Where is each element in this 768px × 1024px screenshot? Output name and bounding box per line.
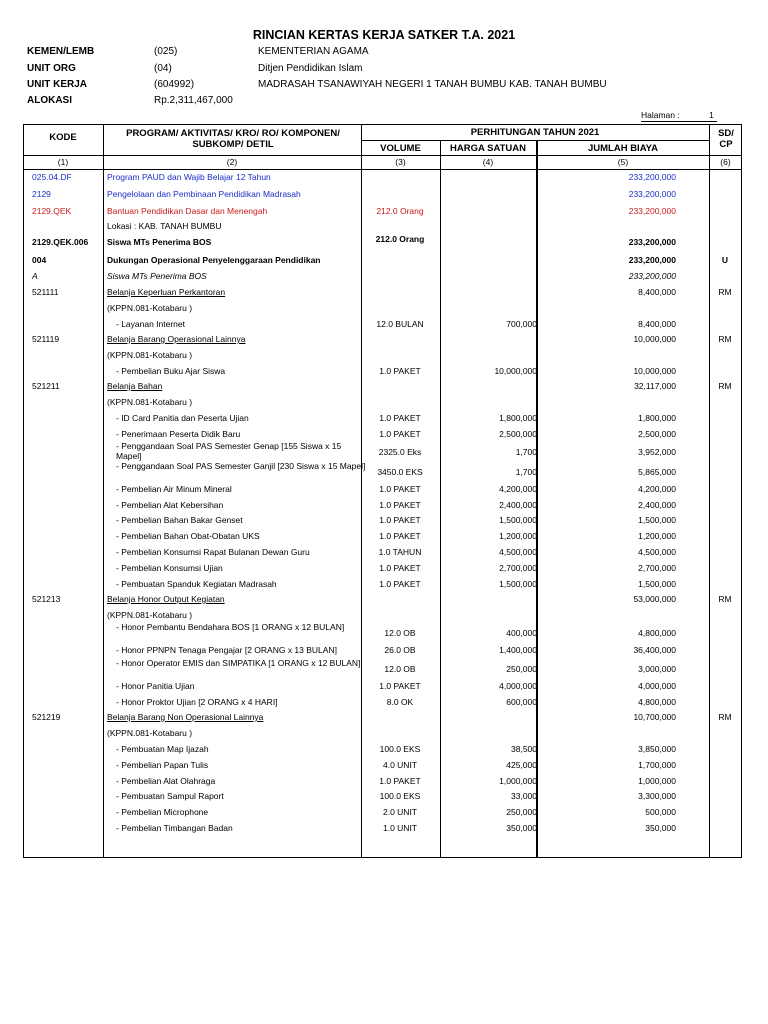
cell-kode: 025.04.DF xyxy=(32,172,72,182)
page-number: 1 xyxy=(709,110,714,120)
cell-kode: 2129 xyxy=(32,189,51,199)
cell-vol: 100.0 EKS xyxy=(379,744,421,754)
header-jumlah: JUMLAH BIAYA xyxy=(587,143,659,154)
cell-jb: 233,200,000 xyxy=(628,206,676,216)
cell-jb: 233,200,000 xyxy=(628,189,676,199)
cell-jb: 1,700,000 xyxy=(638,760,676,770)
cell-prog: Belanja Barang Non Operasional Lainnya xyxy=(107,712,264,722)
cell-kode: 2129.QEK xyxy=(32,206,72,216)
cell-prog: Program PAUD dan Wajib Belajar 12 Tahun xyxy=(107,172,271,182)
cell-vol: 1.0 PAKET xyxy=(379,579,421,589)
cell-prog: - Honor Proktor Ujian [2 ORANG x 4 HARI] xyxy=(116,697,278,707)
cell-prog: Bantuan Pendidikan Dasar dan Menengah xyxy=(107,206,268,216)
cell-jb: 4,200,000 xyxy=(638,484,676,494)
header-harga: HARGA SATUAN xyxy=(450,143,526,154)
meta-label: UNIT KERJA xyxy=(27,79,88,90)
cell-prog: - Pembelian Alat Kebersihan xyxy=(116,500,224,510)
header-divider xyxy=(23,169,742,170)
cell-hs: 38,500 xyxy=(511,744,537,754)
cell-prog: - Honor Panitia Ujian xyxy=(116,681,195,691)
cell-jb: 2,400,000 xyxy=(638,500,676,510)
cell-kode: A xyxy=(32,271,38,281)
cell-vol: 12.0 BULAN xyxy=(376,319,424,329)
cell-vol: 1.0 PAKET xyxy=(379,531,421,541)
cell-jb: 3,952,000 xyxy=(638,447,676,457)
meta-label: KEMEN/LEMB xyxy=(27,46,95,57)
cell-vol: 1.0 PAKET xyxy=(379,366,421,376)
cell-hs: 250,000 xyxy=(506,807,537,817)
cell-hs: 4,500,000 xyxy=(499,547,537,557)
cell-vol: 1.0 PAKET xyxy=(379,429,421,439)
cell-vol: 4.0 UNIT xyxy=(382,760,417,770)
cell-jb: 233,200,000 xyxy=(628,271,676,281)
column-index: (6) xyxy=(720,157,731,167)
meta-code: Rp.2,311,467,000 xyxy=(154,95,233,106)
header-program: PROGRAM/ AKTIVITAS/ KRO/ RO/ KOMPONEN/ SUBKOMP/ DETIL xyxy=(126,128,340,150)
cell-prog: - Pembelian Konsumsi Ujian xyxy=(116,563,223,573)
meta-code: (604992) xyxy=(154,79,195,90)
cell-jb: 1,500,000 xyxy=(638,579,676,589)
cell-jb: 233,200,000 xyxy=(628,172,676,182)
cell-prog: - Pembelian Konsumsi Rapat Bulanan Dewan Guru xyxy=(116,547,310,557)
cell-kode: 521219 xyxy=(32,712,61,722)
meta-desc: MADRASAH TSANAWIYAH NEGERI 1 TANAH BUMBU KAB. TANAH BUMBU xyxy=(258,79,607,90)
cell-kode: 521119 xyxy=(32,334,60,344)
cell-jb: 36,400,000 xyxy=(633,645,676,655)
cell-sd: RM xyxy=(718,334,732,344)
cell-prog: - Honor Pembantu Bendahara BOS [1 ORANG x 12 BULAN] xyxy=(116,622,345,632)
cell-hs: 4,000,000 xyxy=(499,681,537,691)
cell-vol: 1.0 PAKET xyxy=(379,681,421,691)
meta-label: ALOKASI xyxy=(27,95,72,106)
meta-code: (04) xyxy=(154,63,172,74)
cell-vol: 12.0 OB xyxy=(384,628,416,638)
cell-vol: 2325.0 Eks xyxy=(378,447,422,457)
cell-vol: 8.0 OK xyxy=(386,697,414,707)
page-label: Halaman : xyxy=(641,110,680,120)
cell-hs: 2,500,000 xyxy=(499,429,537,439)
cell-prog: - Pembuatan Map Ijazah xyxy=(116,744,209,754)
column-index: (2) xyxy=(226,157,238,167)
cell-sd: RM xyxy=(718,712,732,722)
cell-vol: 2.0 UNIT xyxy=(382,807,417,817)
cell-sd: RM xyxy=(718,594,732,604)
cell-hs: 1,400,000 xyxy=(499,645,537,655)
column-index: (1) xyxy=(57,157,69,167)
cell-vol: 1.0 UNIT xyxy=(382,823,417,833)
cell-jb: 5,865,000 xyxy=(638,467,676,477)
cell-prog: - Layanan Internet xyxy=(116,319,185,329)
cell-kode: 004 xyxy=(32,255,47,265)
cell-jb: 53,000,000 xyxy=(633,594,676,604)
cell-jb: 4,500,000 xyxy=(638,547,676,557)
cell-vol: 1.0 PAKET xyxy=(379,484,421,494)
cell-prog: - Pembelian Bahan Obat-Obatan UKS xyxy=(116,531,260,541)
header-volume: VOLUME xyxy=(380,143,421,154)
cell-sd: RM xyxy=(718,287,732,297)
cell-vol: 212.0 Orang xyxy=(376,206,424,216)
cell-hs: 2,700,000 xyxy=(499,563,537,573)
cell-prog: - Pembelian Buku Ajar Siswa xyxy=(116,366,226,376)
cell-hs: 33,000 xyxy=(511,791,537,801)
header-sdcp: SD/ CP xyxy=(718,128,734,150)
cell-hs: 1,200,000 xyxy=(499,531,537,541)
cell-prog: - Penerimaan Peserta Didik Baru xyxy=(116,429,241,439)
cell-prog: Lokasi : KAB. TANAH BUMBU xyxy=(107,221,222,231)
cell-jb: 10,000,000 xyxy=(633,366,676,376)
cell-vol: 1.0 PAKET xyxy=(379,500,421,510)
col-divider xyxy=(103,124,104,858)
cell-hs: 1,700 xyxy=(515,467,537,477)
cell-jb: 8,400,000 xyxy=(638,287,676,297)
header-kode: KODE xyxy=(49,132,77,143)
column-index: (5) xyxy=(617,157,629,167)
cell-hs: 350,000 xyxy=(506,823,537,833)
cell-hs: 2,400,000 xyxy=(499,500,537,510)
col-divider xyxy=(709,124,710,858)
cell-hs: 10,000,000 xyxy=(494,366,537,376)
cell-prog: Belanja Honor Output Kegiatan xyxy=(107,594,225,604)
cell-jb: 32,117,000 xyxy=(634,381,676,391)
cell-hs: 1,800,000 xyxy=(499,413,537,423)
cell-vol: 26.0 OB xyxy=(384,645,416,655)
cell-jb: 500,000 xyxy=(645,807,676,817)
cell-prog: Dukungan Operasional Penyelenggaraan Pendidikan xyxy=(107,255,321,265)
cell-sd: RM xyxy=(718,381,732,391)
cell-prog: Belanja Keperluan Perkantoran xyxy=(107,287,226,297)
cell-jb: 8,400,000 xyxy=(638,319,676,329)
cell-prog: - Pembelian Timbangan Badan xyxy=(116,823,233,833)
cell-prog: - Pembelian Papan Tulis xyxy=(116,760,209,770)
cell-jb: 3,300,000 xyxy=(638,791,676,801)
meta-label: UNIT ORG xyxy=(27,63,76,74)
cell-vol: 1.0 PAKET xyxy=(379,563,421,573)
cell-prog: - Pembuatan Spanduk Kegiatan Madrasah xyxy=(116,579,277,589)
cell-jb: 2,700,000 xyxy=(638,563,676,573)
cell-prog: (KPPN.081-Kotabaru ) xyxy=(107,397,193,407)
cell-hs: 4,200,000 xyxy=(499,484,537,494)
cell-hs: 1,500,000 xyxy=(499,579,537,589)
cell-jb: 1,200,000 xyxy=(638,531,676,541)
header-perhitungan: PERHITUNGAN TAHUN 2021 xyxy=(470,127,600,138)
cell-jb: 3,850,000 xyxy=(638,744,676,754)
cell-prog: (KPPN.081-Kotabaru ) xyxy=(107,728,193,738)
document-title: RINCIAN KERTAS KERJA SATKER T.A. 2021 xyxy=(252,28,516,42)
cell-jb: 4,000,000 xyxy=(638,681,676,691)
cell-jb: 1,800,000 xyxy=(638,413,676,423)
cell-hs: 1,700 xyxy=(515,447,537,457)
cell-jb: 4,800,000 xyxy=(638,628,676,638)
cell-vol: 12.0 OB xyxy=(384,664,416,674)
cell-vol: 1.0 PAKET xyxy=(379,515,421,525)
cell-prog: Pengelolaan dan Pembinaan Pendidikan Madrasah xyxy=(107,189,301,199)
cell-kode: 521211 xyxy=(32,381,60,391)
cell-jb: 10,700,000 xyxy=(633,712,676,722)
cell-prog: - Pembelian Microphone xyxy=(116,807,209,817)
cell-prog: - Penggandaan Soal PAS Semester Ganjil [230 Siswa x 15 Mapel] xyxy=(116,461,366,471)
cell-prog: (KPPN.081-Kotabaru ) xyxy=(107,610,193,620)
cell-prog: Siswa MTs Penerima BOS xyxy=(107,237,212,247)
cell-prog: - ID Card Panitia dan Peserta Ujian xyxy=(116,413,249,423)
header-divider xyxy=(23,155,742,156)
page-underline xyxy=(641,121,717,122)
cell-jb: 3,000,000 xyxy=(638,664,676,674)
cell-jb: 350,000 xyxy=(645,823,676,833)
cell-jb: 2,500,000 xyxy=(638,429,676,439)
cell-jb: 4,800,000 xyxy=(638,697,676,707)
column-index: (4) xyxy=(482,157,494,167)
cell-vol: 100.0 EKS xyxy=(379,791,421,801)
cell-jb: 10,000,000 xyxy=(633,334,676,344)
cell-prog: - Pembelian Alat Olahraga xyxy=(116,776,216,786)
cell-hs: 425,000 xyxy=(506,760,537,770)
meta-desc: KEMENTERIAN AGAMA xyxy=(258,46,369,57)
cell-kode: 2129.QEK.006 xyxy=(32,237,89,247)
cell-hs: 600,000 xyxy=(506,697,537,707)
cell-hs: 700,000 xyxy=(506,319,537,329)
cell-jb: 233,200,000 xyxy=(628,255,676,265)
header-divider xyxy=(361,140,709,141)
cell-hs: 1,000,000 xyxy=(499,776,537,786)
cell-vol: 212.0 Orang xyxy=(375,234,425,244)
cell-sd: U xyxy=(721,255,729,265)
cell-prog: - Pembuatan Sampul Raport xyxy=(116,791,224,801)
cell-jb: 233,200,000 xyxy=(628,237,676,247)
cell-prog: Belanja Barang Operasional Lainnya xyxy=(107,334,246,344)
cell-prog: (KPPN.081-Kotabaru ) xyxy=(107,350,193,360)
cell-vol: 1.0 PAKET xyxy=(379,413,421,423)
cell-hs: 250,000 xyxy=(506,664,537,674)
column-index: (3) xyxy=(395,157,406,167)
cell-prog: Siswa MTs Penerima BOS xyxy=(107,271,207,281)
cell-jb: 1,500,000 xyxy=(638,515,676,525)
cell-prog: - Penggandaan Soal PAS Semester Genap [155 Siswa x 15 Mapel] xyxy=(116,441,342,461)
meta-code: (025) xyxy=(154,46,178,57)
cell-prog: (KPPN.081-Kotabaru ) xyxy=(107,303,193,313)
cell-vol: 1.0 TAHUN xyxy=(378,547,422,557)
cell-prog: - Pembelian Bahan Bakar Genset xyxy=(116,515,243,525)
cell-hs: 1,500,000 xyxy=(499,515,537,525)
cell-prog: - Honor PPNPN Tenaga Pengajar [2 ORANG x 13 BULAN] xyxy=(116,645,337,655)
cell-kode: 521213 xyxy=(32,594,61,604)
cell-prog: - Pembelian Air Minum Mineral xyxy=(116,484,232,494)
meta-desc: Ditjen Pendidikan Islam xyxy=(258,63,363,74)
col-divider xyxy=(361,124,362,858)
cell-hs: 400,000 xyxy=(506,628,537,638)
cell-jb: 1,000,000 xyxy=(638,776,676,786)
cell-vol: 3450.0 EKS xyxy=(377,467,423,477)
cell-prog: Belanja Bahan xyxy=(107,381,163,391)
cell-prog: - Honor Operator EMIS dan SIMPATIKA [1 ORANG x 12 BULAN] xyxy=(116,658,361,668)
cell-vol: 1.0 PAKET xyxy=(379,776,421,786)
cell-kode: 521111 xyxy=(32,287,59,297)
